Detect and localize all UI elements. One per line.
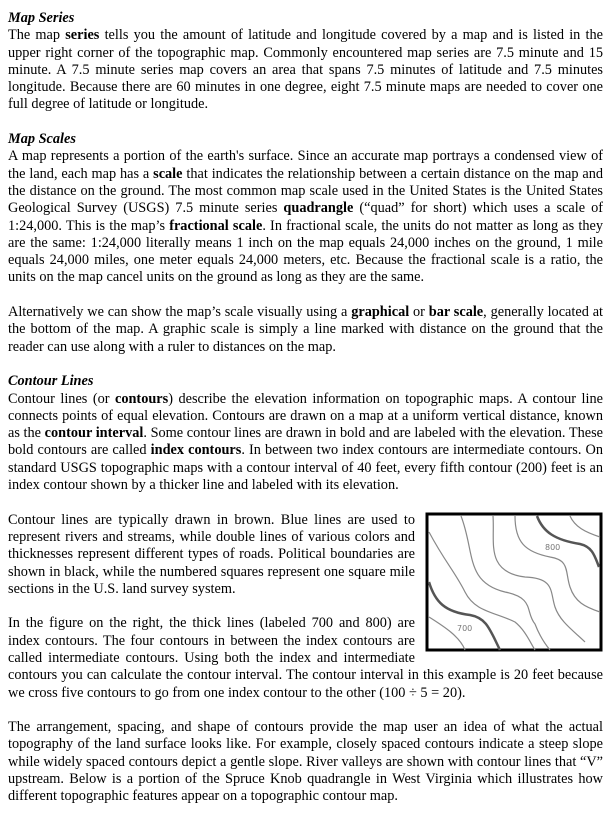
section-heading: Map Series bbox=[8, 10, 75, 26]
text-run: Contour lines are typically drawn in brown. Blue lines are used to represent rivers and streams, while double lines of various colors and thicknesses represent different types of roads. Political boundaries are shown in black, while the numbered squares represent one square mile sections in the U.S. land survey system. bbox=[8, 511, 415, 597]
text-run: (“quad” for short) which uses a scale of 1:24,000. This is the map’s bbox=[8, 200, 603, 234]
text-run: , generally located at the bottom of the map. A graphic scale is simply a line marked with distance on the ground that the reader can use along with a ruler to distances on the map. bbox=[8, 304, 604, 355]
bold-term: index contours bbox=[150, 442, 242, 459]
paragraph bbox=[8, 304, 603, 356]
label-800: 800 bbox=[545, 542, 561, 552]
label-700: 700 bbox=[457, 623, 473, 633]
text-run: or bbox=[409, 304, 429, 321]
text-run: The map bbox=[8, 27, 66, 44]
paragraph bbox=[8, 27, 603, 113]
contour-figure bbox=[425, 512, 603, 652]
bold-term: graphical bbox=[351, 304, 410, 321]
text-run: ) describe the elevation information on topographic maps. A contour line connects points of equal elevation. Contours are drawn on a map at a uniform vertical distance, known as the bbox=[8, 390, 603, 442]
paragraph bbox=[8, 391, 603, 495]
section-contour-lines bbox=[8, 373, 603, 805]
bold-term: fractional scale bbox=[169, 217, 263, 234]
section-heading: Contour Lines bbox=[8, 373, 94, 390]
section-heading: Map Scales bbox=[8, 131, 76, 148]
text-run: . In fractional scale, the units do not matter as long as they are the same: 1:24,000 literally means 1 inch on the map equals 24,000 inches on the ground, 1 mile equals 24,000 miles, one meter equals 24,000 meters, etc. Because the fractional scale is a ratio, the units on the map cancel units on the ground as long as they are the same. bbox=[8, 217, 603, 286]
text-run: . Some contour lines are drawn in bold and are labeled with the elevation. These bold contours are called bbox=[8, 425, 603, 459]
text-run: In the figure on the right, the thick lines (labeled 700 and 800) are index contours. The four contours in between the index contours are called intermediate contours. Using both the index and intermediate contours you can calculate the contour interval. The contour interval in this example is 20 feet because we cross five contours to go from one index contour to the other (100 ÷ 5 = 20). bbox=[8, 615, 603, 701]
bold-term: scale bbox=[153, 165, 183, 182]
section-map-series bbox=[8, 10, 603, 114]
text-run: tells you the amount of latitude and longitude covered by a map and is listed in the upper right corner of the topographic map. Commonly encountered map series are 7.5 minute and 15 minute. A 7.5 minute series map covers an area that spans 7.5 minutes of latitude and 7.5 minutes longitude. Because there are 60 minutes in one degree, eight 7.5 minute maps are needed to cover one full degree of latitude or longitude. bbox=[8, 27, 603, 113]
paragraph bbox=[8, 148, 603, 286]
text-run: that indicates the relationship between a certain distance on the map and the distance on the ground. The most common map scale used in the United States is the United States Geological Survey (USGS) 7.5 minute series bbox=[8, 165, 603, 217]
paragraph bbox=[8, 511, 603, 633]
section-map-scales bbox=[8, 131, 603, 356]
text-run: Contour lines (or bbox=[8, 390, 115, 407]
bold-term: contours bbox=[114, 390, 169, 407]
bold-term: quadrangle bbox=[283, 200, 354, 217]
bold-term: contour interval bbox=[44, 425, 144, 442]
bold-term: series bbox=[65, 27, 100, 44]
text-run: Alternatively we can show the map’s scale visually using a bbox=[8, 304, 352, 321]
text-run: . In between two index contours are intermediate contours. On standard USGS topographic maps with a contour interval of 40 feet, every fifth contour (200) feet is an index contour shown by a thicker line and labeled with its elevation. bbox=[8, 442, 603, 494]
bold-term: bar scale bbox=[428, 304, 484, 321]
text-run: A map represents a portion of the earth's surface. Since an accurate map portrays a condensed view of the land, each map has a bbox=[8, 148, 603, 182]
text-run: The arrangement, spacing, and shape of contours provide the map user an idea of what the actual topography of the land surface looks like. For example, closely spaced contours indicate a steep slope while widely spaced contours depict a gentle slope. River valleys are shown with contour lines that “V” upstream. Below is a portion of the Spruce Knob quadrangle in West Virginia which illustrates how different topographic features appear on a topographic contour map. bbox=[8, 719, 603, 805]
paragraph bbox=[8, 719, 603, 805]
